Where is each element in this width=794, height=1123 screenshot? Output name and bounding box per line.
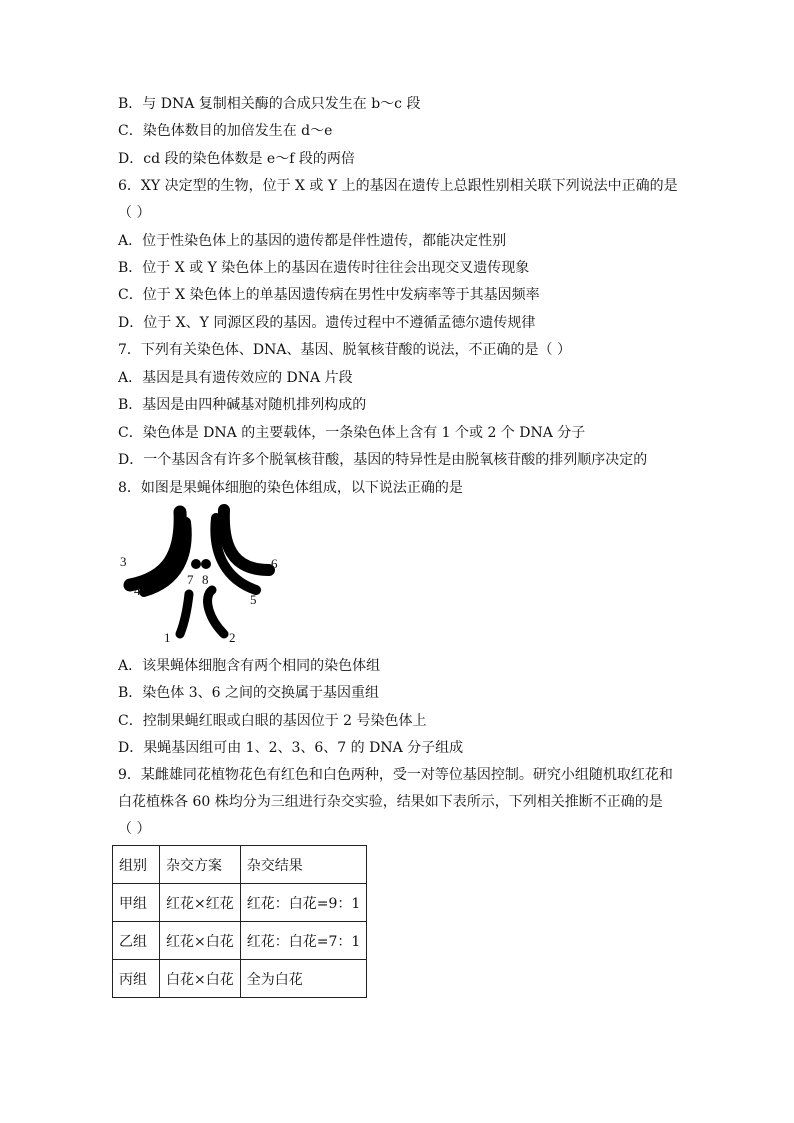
table-cell: 丙组 — [113, 960, 160, 998]
chromosome-label-8: 8 — [202, 572, 209, 587]
table-cell: 白花×白花 — [160, 960, 241, 998]
table-cell: 全为白花 — [240, 960, 367, 998]
chromosome-8 — [201, 559, 211, 569]
table-header-row — [113, 846, 367, 884]
table-row — [113, 960, 367, 998]
q8-stem: 8．如图是果蝇体细胞的染色体组成，以下说法正确的是 — [118, 480, 463, 496]
q6-option-d: D．位于 X、Y 同源区段的基因。遗传过程中不遵循孟德尔遗传规律 — [118, 315, 536, 331]
chromosome-label-5: 5 — [250, 592, 257, 607]
table-cell: 乙组 — [113, 922, 160, 960]
q9-stem-line2: 白花植株各 60 株均分为三组进行杂交实验，结果如下表所示，下列相关推断不正确的是 — [118, 794, 663, 810]
q9-answer-blank: （ ） — [118, 821, 151, 837]
q6-option-c: C．位于 X 染色体上的单基因遗传病在男性中发病率等于其基因频率 — [118, 287, 540, 303]
chromosome-1 — [180, 594, 189, 634]
table-header-cell: 杂交结果 — [240, 846, 367, 884]
chromosome-label-3: 3 — [120, 554, 127, 569]
chromosome-label-1: 1 — [164, 630, 171, 645]
chromosome-label-4: 4 — [134, 583, 141, 598]
q5-option-c: C．染色体数目的加倍发生在 d～e — [118, 123, 333, 139]
table-row — [113, 884, 367, 922]
table-cell: 红花：白花=9：1 — [240, 884, 367, 922]
q8-option-c: C．控制果蝇红眼或白眼的基因位于 2 号染色体上 — [118, 713, 427, 729]
q8-option-d: D．果蝇基因组可由 1、2、3、6、7 的 DNA 分子组成 — [118, 740, 464, 756]
q7-option-b: B．基因是由四种碱基对随机排列构成的 — [118, 397, 367, 413]
q9-stem-line1: 9．某雌雄同花植物花色有红色和白色两种，受一对等位基因控制。研究小组随机取红花和 — [118, 767, 673, 783]
q5-option-b: B．与 DNA 复制相关酶的合成只发生在 b～c 段 — [118, 96, 421, 112]
table-row — [113, 922, 367, 960]
q7-stem: 7．下列有关染色体、DNA、基因、脱氧核苷酸的说法，不正确的是（ ） — [118, 342, 571, 358]
chromosome-label-6: 6 — [271, 556, 278, 571]
table-header-cell: 组别 — [113, 846, 160, 884]
table-cell: 红花×红花 — [160, 884, 241, 922]
q7-option-c: C．染色体是 DNA 的主要载体，一条染色体上含有 1 个或 2 个 DNA 分子 — [118, 425, 586, 441]
q5-option-d: D．cd 段的染色体数是 e～f 段的两倍 — [118, 151, 355, 167]
q6-option-a: A．位于性染色体上的基因的遗传都是伴性遗传，都能决定性别 — [118, 233, 507, 249]
q7-option-d: D．一个基因含有许多个脱氧核苷酸，基因的特异性是由脱氧核苷酸的排列顺序决定的 — [118, 452, 648, 468]
chromosome-6 — [224, 510, 269, 570]
q7-option-a: A．基因是具有遗传效应的 DNA 片段 — [118, 370, 353, 386]
cross-results-table — [112, 845, 367, 998]
chromosome-label-7: 7 — [187, 572, 194, 587]
q8-option-a: A．该果蝇体细胞含有两个相同的染色体组 — [118, 658, 381, 674]
q6-option-b: B．位于 X 或 Y 染色体上的基因在遗传时往往会出现交叉遗传现象 — [118, 260, 530, 276]
chromosome-7 — [191, 559, 201, 569]
chromosome-label-2: 2 — [229, 630, 236, 645]
q6-answer-blank: （ ） — [118, 205, 151, 221]
q8-option-b: B．染色体 3、6 之间的交换属于基因重组 — [118, 685, 380, 701]
table-cell: 甲组 — [113, 884, 160, 922]
table-cell: 红花：白花=7：1 — [240, 922, 367, 960]
table-header-cell: 杂交方案 — [160, 846, 241, 884]
q6-stem: 6．XY 决定型的生物，位于 X 或 Y 上的基因在遗传上总跟性别相关联下列说法中正确的是 — [118, 178, 678, 194]
table-cell: 红花×白花 — [160, 922, 241, 960]
chromosome-2 — [208, 590, 224, 634]
chromosome-figure — [112, 500, 292, 650]
